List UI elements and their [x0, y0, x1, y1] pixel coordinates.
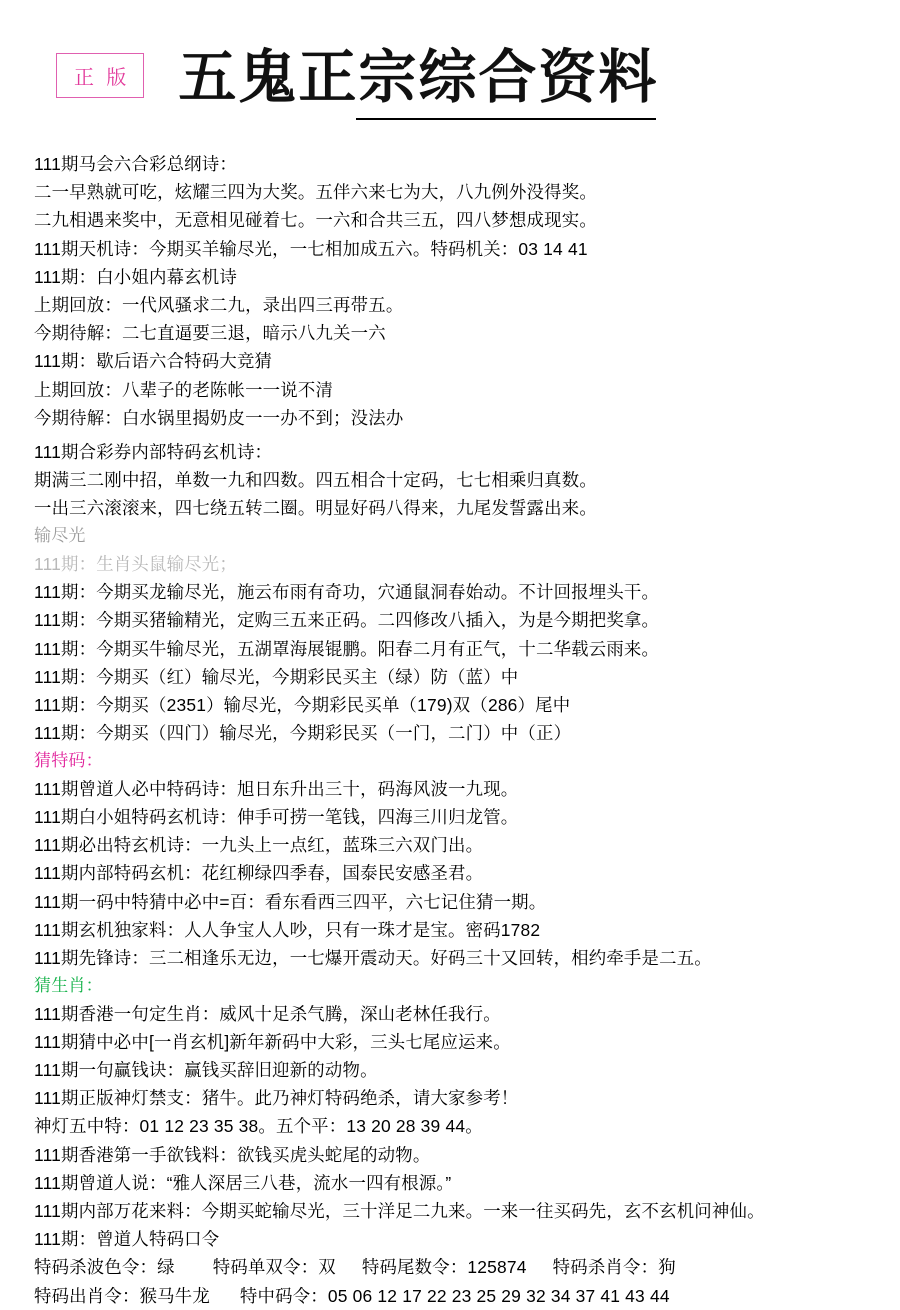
- section-caitema-line-5: 111期一码中特猜中必中=百：看东看西三四平，六七记住猜一期。: [34, 891, 547, 912]
- footer-weishu-ling: 特码尾数令：125874: [361, 1257, 527, 1278]
- section-label-caitema: 猜特码：: [34, 751, 103, 771]
- footer-chuxiao-ling: 特码出肖令：猴马牛龙: [34, 1285, 210, 1306]
- section-shujinguang-faded-line: 111期：生肖头鼠输尽光；: [34, 553, 237, 574]
- block3-line-2: 今期待解：白水锅里揭奶皮一一办不到；没法办: [34, 407, 404, 428]
- footer-sha-bose-ling: 特码杀波色令：绿: [34, 1257, 175, 1278]
- section-shujinguang-line-6: 111期：今期买（四门）输尽光，今期彩民买（一门，二门）中（正）: [34, 723, 572, 744]
- section-caishengxiao-line-3: 111期一句赢钱诀：赢钱买辞旧迎新的动物。: [34, 1060, 378, 1081]
- section-caishengxiao-line-2: 111期猜中必中[一肖玄机]新年新码中大彩，三头七尾应运来。: [34, 1031, 511, 1052]
- document-body: [34, 150, 866, 1310]
- block1-line-3: 111期天机诗：今期买羊输尽光，一七相加成五六。特码机关：03 14 41: [34, 238, 588, 259]
- page-title-text: 五鬼正宗综合资料: [178, 43, 659, 111]
- section-caitema-line-3: 111期必出特玄机诗：一九头上一点红，蓝珠三六双门出。: [34, 835, 484, 856]
- footer-tezhongma-ling: 特中码令：05 06 12 17 22 23 25 29 32 34 37 41 43 44: [239, 1285, 670, 1306]
- block2-line-1: 上期回放：一代风骚求二九，录出四三再带五。: [34, 294, 404, 315]
- section-caitema-line-2: 111期白小姐特码玄机诗：伸手可捞一笔钱，四海三川归龙管。: [34, 807, 519, 827]
- section-caitema-line-1: 111期曾道人必中特码诗：旭日东升出三十，码海风波一九现。: [34, 778, 519, 799]
- block4-line-2: 一出三六滚滚来，四七绕五转二圈。明显好码八得来，九尾发誓露出来。: [34, 498, 597, 519]
- section-shujinguang-line-1: 111期：今期买龙输尽光，施云布雨有奇功，穴通鼠洞春始动。不计回报埋头干。: [34, 582, 660, 603]
- section-caishengxiao-line-4: 111期正版神灯禁支：猪牛。此乃神灯特码绝杀，请大家参考！: [34, 1088, 519, 1109]
- block3-line-1: 上期回放：八辈子的老陈帐一一说不清: [34, 379, 334, 400]
- block1-heading: 111期马会六合彩总纲诗：: [34, 154, 237, 174]
- section-label-caishengxiao: 猜生肖：: [34, 976, 103, 996]
- section-caishengxiao-line-5: 神灯五中特：01 12 23 35 38。五个平：13 20 28 39 44。: [34, 1116, 483, 1137]
- document-header: [34, 0, 866, 150]
- section-shujinguang-line-5: 111期：今期买（2351）输尽光，今期彩民买单（179)双（286）尾中: [34, 694, 571, 715]
- section-shujinguang-line-4: 111期：今期买（红）输尽光，今期彩民买主（绿）防（蓝）中: [34, 666, 519, 687]
- footer-row-2: [34, 1282, 866, 1310]
- edition-badge: 正 版: [56, 53, 144, 98]
- block3-heading: 111期：歇后语六合特码大竞猜: [34, 351, 273, 372]
- title-underline: [356, 118, 656, 120]
- section-caishengxiao-line-7: 111期曾道人说：“雅人深居三八巷，流水一四有根源。”: [34, 1172, 452, 1193]
- section-label-shujinguang: 输尽光: [34, 526, 86, 546]
- section-caitema-line-4: 111期内部特码玄机：花红柳绿四季春，国泰民安感圣君。: [34, 863, 484, 884]
- block4-line-1: 期满三二刚中招，单数一九和四数。四五相合十定码，七七相乘归真数。: [34, 470, 597, 491]
- section-shujinguang-line-3: 111期：今期买牛输尽光，五湖罩海展锟鹏。阳春二月有正气，十二华载云雨来。: [34, 638, 660, 659]
- section-caishengxiao-line-8: 111期内部万花来料：今期买蛇输尽光，三十洋足二九来。一来一往买码先，玄不玄机问神仙。: [34, 1200, 765, 1221]
- footer-dan-shuang-ling: 特码单双令：双: [212, 1257, 336, 1278]
- footer-shaxiao-ling: 特码杀肖令：狗: [552, 1257, 676, 1278]
- section-caishengxiao-line-9: 111期：曾道人特码口令: [34, 1229, 220, 1250]
- block4-heading: 111期合彩券内部特码玄机诗：: [34, 441, 273, 462]
- section-shujinguang-line-2: 111期：今期买猪输精光，定购三五来正码。二四修改八插入，为是今期把奖拿。: [34, 610, 660, 631]
- section-caishengxiao-line-6: 111期香港第一手欲钱料：欲钱买虎头蛇尾的动物。: [34, 1144, 431, 1165]
- page-title: [178, 30, 658, 120]
- section-caitema-line-7: 111期先锋诗：三二相逢乐无边，一七爆开震动天。好码三十又回转，相约牵手是二五。: [34, 947, 712, 968]
- block1-line-2: 二九相遇来奖中，无意相见碰着七。一六和合共三五，四八梦想成现实。: [34, 210, 597, 231]
- block2-heading: 111期：白小姐内幕玄机诗: [34, 266, 237, 287]
- block2-line-2: 今期待解：二七直逼要三退，暗示八九关一六: [34, 323, 386, 344]
- section-caitema-line-6: 111期玄机独家料：人人争宝人人吵，只有一珠才是宝。密码1782: [34, 919, 541, 940]
- block1-line-1: 二一早熟就可吃，炫耀三四为大奖。五伴六来七为大，八九例外没得奖。: [34, 182, 597, 203]
- footer-row-1: [34, 1253, 866, 1281]
- section-caishengxiao-line-1: 111期香港一句定生肖：威风十足杀气腾，深山老林任我行。: [34, 1003, 501, 1024]
